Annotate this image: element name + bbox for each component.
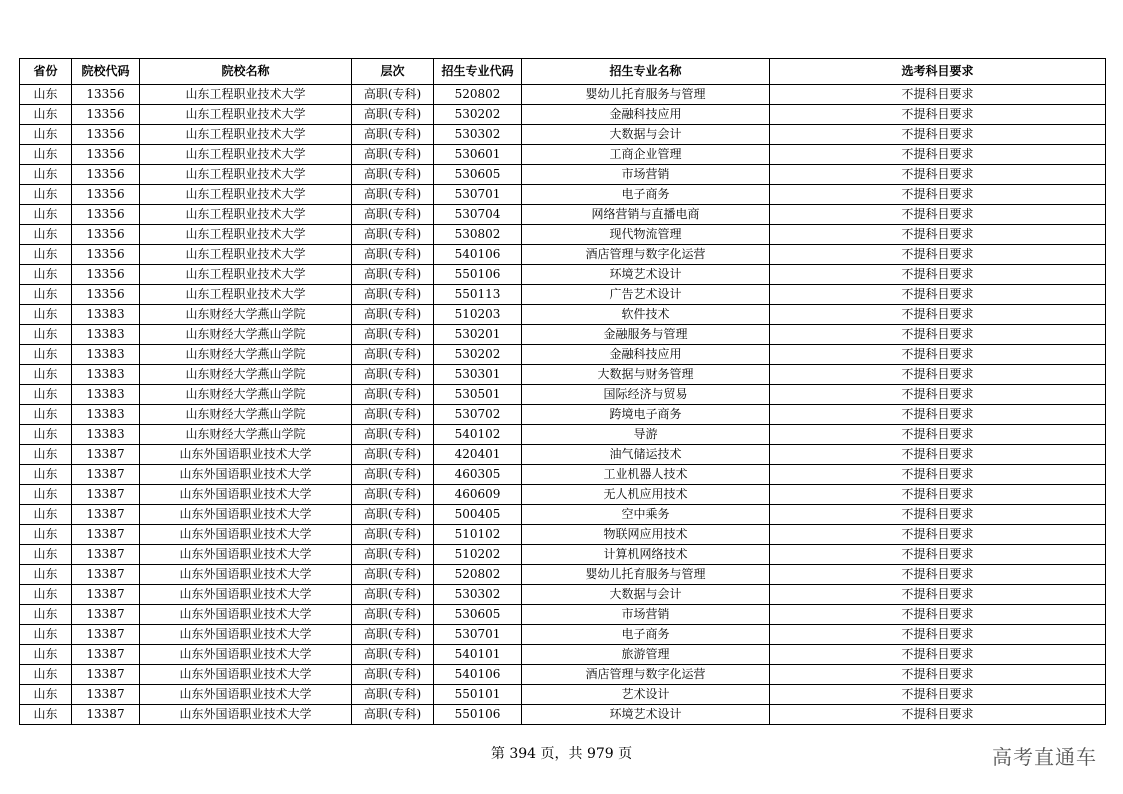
table-row — [20, 665, 1106, 685]
cell-school-code: 13356 — [72, 245, 140, 265]
cell-level: 高职(专科) — [352, 545, 434, 565]
cell-subject-requirement: 不提科目要求 — [770, 545, 1106, 565]
table-row — [20, 185, 1106, 205]
cell-school-code: 13356 — [72, 225, 140, 245]
cell-subject-requirement: 不提科目要求 — [770, 305, 1106, 325]
header-level: 层次 — [352, 59, 434, 85]
table-row — [20, 525, 1106, 545]
cell-province: 山东 — [20, 225, 72, 245]
cell-province: 山东 — [20, 465, 72, 485]
cell-major-code: 510102 — [434, 525, 522, 545]
cell-major-name: 空中乘务 — [522, 505, 770, 525]
cell-province: 山东 — [20, 565, 72, 585]
cell-school-code: 13356 — [72, 205, 140, 225]
cell-school-name: 山东外国语职业技术大学 — [140, 585, 352, 605]
cell-province: 山东 — [20, 345, 72, 365]
cell-school-code: 13387 — [72, 705, 140, 725]
cell-school-name: 山东外国语职业技术大学 — [140, 605, 352, 625]
cell-school-name: 山东外国语职业技术大学 — [140, 645, 352, 665]
table-row — [20, 465, 1106, 485]
cell-subject-requirement: 不提科目要求 — [770, 705, 1106, 725]
cell-subject-requirement: 不提科目要求 — [770, 105, 1106, 125]
cell-major-code: 500405 — [434, 505, 522, 525]
cell-major-name: 旅游管理 — [522, 645, 770, 665]
cell-province: 山东 — [20, 265, 72, 285]
table-row — [20, 545, 1106, 565]
cell-level: 高职(专科) — [352, 145, 434, 165]
table-row — [20, 85, 1106, 105]
cell-level: 高职(专科) — [352, 345, 434, 365]
cell-school-code: 13387 — [72, 485, 140, 505]
table-row — [20, 125, 1106, 145]
cell-major-name: 婴幼儿托育服务与管理 — [522, 565, 770, 585]
cell-province: 山东 — [20, 605, 72, 625]
cell-major-code: 550106 — [434, 265, 522, 285]
cell-province: 山东 — [20, 545, 72, 565]
cell-major-code: 530802 — [434, 225, 522, 245]
cell-school-name: 山东外国语职业技术大学 — [140, 565, 352, 585]
cell-subject-requirement: 不提科目要求 — [770, 245, 1106, 265]
cell-major-name: 网络营销与直播电商 — [522, 205, 770, 225]
cell-major-code: 530501 — [434, 385, 522, 405]
table-row — [20, 705, 1106, 725]
cell-school-name: 山东工程职业技术大学 — [140, 165, 352, 185]
cell-subject-requirement: 不提科目要求 — [770, 345, 1106, 365]
cell-major-code: 540106 — [434, 245, 522, 265]
cell-major-name: 工业机器人技术 — [522, 465, 770, 485]
header-major-name: 招生专业名称 — [522, 59, 770, 85]
header-school-code: 院校代码 — [72, 59, 140, 85]
cell-school-code: 13383 — [72, 325, 140, 345]
cell-subject-requirement: 不提科目要求 — [770, 665, 1106, 685]
cell-school-name: 山东工程职业技术大学 — [140, 105, 352, 125]
cell-subject-requirement: 不提科目要求 — [770, 125, 1106, 145]
cell-subject-requirement: 不提科目要求 — [770, 365, 1106, 385]
cell-major-code: 530202 — [434, 105, 522, 125]
cell-level: 高职(专科) — [352, 625, 434, 645]
cell-subject-requirement: 不提科目要求 — [770, 685, 1106, 705]
cell-level: 高职(专科) — [352, 225, 434, 245]
cell-major-name: 计算机网络技术 — [522, 545, 770, 565]
table-row — [20, 285, 1106, 305]
cell-subject-requirement: 不提科目要求 — [770, 485, 1106, 505]
cell-level: 高职(专科) — [352, 285, 434, 305]
cell-level: 高职(专科) — [352, 525, 434, 545]
cell-major-name: 市场营销 — [522, 605, 770, 625]
cell-level: 高职(专科) — [352, 385, 434, 405]
cell-subject-requirement: 不提科目要求 — [770, 325, 1106, 345]
cell-major-code: 550101 — [434, 685, 522, 705]
cell-school-name: 山东工程职业技术大学 — [140, 185, 352, 205]
cell-subject-requirement: 不提科目要求 — [770, 605, 1106, 625]
cell-school-name: 山东外国语职业技术大学 — [140, 705, 352, 725]
watermark-logo: 高考直通车 — [992, 745, 1097, 769]
cell-province: 山东 — [20, 685, 72, 705]
cell-school-name: 山东工程职业技术大学 — [140, 145, 352, 165]
cell-school-code: 13356 — [72, 85, 140, 105]
cell-major-code: 540101 — [434, 645, 522, 665]
cell-major-code: 530701 — [434, 625, 522, 645]
table-row — [20, 225, 1106, 245]
cell-level: 高职(专科) — [352, 505, 434, 525]
cell-major-code: 530702 — [434, 405, 522, 425]
cell-level: 高职(专科) — [352, 605, 434, 625]
cell-level: 高职(专科) — [352, 445, 434, 465]
cell-school-code: 13387 — [72, 665, 140, 685]
cell-major-name: 软件技术 — [522, 305, 770, 325]
cell-province: 山东 — [20, 625, 72, 645]
table-row — [20, 505, 1106, 525]
cell-major-name: 电子商务 — [522, 185, 770, 205]
cell-subject-requirement: 不提科目要求 — [770, 445, 1106, 465]
cell-school-code: 13356 — [72, 285, 140, 305]
cell-school-name: 山东外国语职业技术大学 — [140, 485, 352, 505]
cell-major-code: 460609 — [434, 485, 522, 505]
cell-school-name: 山东外国语职业技术大学 — [140, 465, 352, 485]
cell-level: 高职(专科) — [352, 305, 434, 325]
cell-level: 高职(专科) — [352, 165, 434, 185]
cell-major-code: 530302 — [434, 125, 522, 145]
cell-school-code: 13356 — [72, 185, 140, 205]
cell-subject-requirement: 不提科目要求 — [770, 505, 1106, 525]
cell-major-code: 530704 — [434, 205, 522, 225]
cell-subject-requirement: 不提科目要求 — [770, 565, 1106, 585]
cell-major-name: 金融服务与管理 — [522, 325, 770, 345]
cell-subject-requirement: 不提科目要求 — [770, 165, 1106, 185]
cell-major-code: 540106 — [434, 665, 522, 685]
cell-school-name: 山东财经大学燕山学院 — [140, 365, 352, 385]
table-row — [20, 345, 1106, 365]
cell-province: 山东 — [20, 425, 72, 445]
cell-major-code: 530605 — [434, 165, 522, 185]
table-row — [20, 485, 1106, 505]
cell-school-code: 13387 — [72, 565, 140, 585]
cell-major-code: 530202 — [434, 345, 522, 365]
cell-major-code: 530601 — [434, 145, 522, 165]
cell-major-code: 550113 — [434, 285, 522, 305]
table-row — [20, 645, 1106, 665]
cell-major-name: 工商企业管理 — [522, 145, 770, 165]
cell-level: 高职(专科) — [352, 105, 434, 125]
cell-school-name: 山东财经大学燕山学院 — [140, 325, 352, 345]
cell-school-name: 山东外国语职业技术大学 — [140, 505, 352, 525]
table-row — [20, 405, 1106, 425]
cell-subject-requirement: 不提科目要求 — [770, 185, 1106, 205]
table-row — [20, 445, 1106, 465]
cell-major-name: 市场营销 — [522, 165, 770, 185]
header-subject-requirement: 选考科目要求 — [770, 59, 1106, 85]
cell-school-code: 13356 — [72, 145, 140, 165]
cell-province: 山东 — [20, 525, 72, 545]
header-row — [20, 59, 1106, 85]
header-school-name: 院校名称 — [140, 59, 352, 85]
cell-school-name: 山东工程职业技术大学 — [140, 125, 352, 145]
cell-province: 山东 — [20, 445, 72, 465]
cell-school-name: 山东工程职业技术大学 — [140, 285, 352, 305]
table-row — [20, 565, 1106, 585]
table-row — [20, 605, 1106, 625]
cell-major-code: 550106 — [434, 705, 522, 725]
cell-school-name: 山东工程职业技术大学 — [140, 245, 352, 265]
cell-major-name: 艺术设计 — [522, 685, 770, 705]
cell-level: 高职(专科) — [352, 645, 434, 665]
cell-school-code: 13387 — [72, 585, 140, 605]
cell-major-name: 跨境电子商务 — [522, 405, 770, 425]
cell-level: 高职(专科) — [352, 585, 434, 605]
cell-school-code: 13356 — [72, 265, 140, 285]
cell-major-name: 油气储运技术 — [522, 445, 770, 465]
cell-level: 高职(专科) — [352, 245, 434, 265]
cell-school-name: 山东外国语职业技术大学 — [140, 665, 352, 685]
cell-province: 山东 — [20, 385, 72, 405]
cell-school-code: 13387 — [72, 445, 140, 465]
cell-school-code: 13387 — [72, 465, 140, 485]
cell-province: 山东 — [20, 145, 72, 165]
cell-subject-requirement: 不提科目要求 — [770, 585, 1106, 605]
cell-school-code: 13387 — [72, 685, 140, 705]
cell-province: 山东 — [20, 85, 72, 105]
cell-school-name: 山东外国语职业技术大学 — [140, 445, 352, 465]
cell-major-name: 金融科技应用 — [522, 105, 770, 125]
cell-subject-requirement: 不提科目要求 — [770, 385, 1106, 405]
cell-school-code: 13383 — [72, 385, 140, 405]
cell-province: 山东 — [20, 185, 72, 205]
table-row — [20, 325, 1106, 345]
cell-major-name: 环境艺术设计 — [522, 705, 770, 725]
cell-major-name: 大数据与财务管理 — [522, 365, 770, 385]
cell-school-code: 13356 — [72, 105, 140, 125]
cell-subject-requirement: 不提科目要求 — [770, 285, 1106, 305]
cell-major-name: 现代物流管理 — [522, 225, 770, 245]
cell-major-code: 520802 — [434, 565, 522, 585]
cell-level: 高职(专科) — [352, 365, 434, 385]
table-row — [20, 245, 1106, 265]
cell-major-name: 导游 — [522, 425, 770, 445]
cell-province: 山东 — [20, 205, 72, 225]
cell-province: 山东 — [20, 665, 72, 685]
cell-major-name: 物联网应用技术 — [522, 525, 770, 545]
cell-school-name: 山东财经大学燕山学院 — [140, 345, 352, 365]
cell-major-code: 530201 — [434, 325, 522, 345]
cell-province: 山东 — [20, 245, 72, 265]
cell-school-name: 山东外国语职业技术大学 — [140, 625, 352, 645]
cell-level: 高职(专科) — [352, 325, 434, 345]
cell-province: 山东 — [20, 365, 72, 385]
cell-school-name: 山东外国语职业技术大学 — [140, 545, 352, 565]
cell-school-name: 山东财经大学燕山学院 — [140, 405, 352, 425]
cell-subject-requirement: 不提科目要求 — [770, 465, 1106, 485]
cell-province: 山东 — [20, 165, 72, 185]
cell-major-name: 婴幼儿托育服务与管理 — [522, 85, 770, 105]
cell-school-code: 13356 — [72, 125, 140, 145]
cell-major-name: 广告艺术设计 — [522, 285, 770, 305]
cell-level: 高职(专科) — [352, 85, 434, 105]
cell-major-code: 530701 — [434, 185, 522, 205]
cell-major-code: 510202 — [434, 545, 522, 565]
cell-subject-requirement: 不提科目要求 — [770, 425, 1106, 445]
cell-major-code: 520802 — [434, 85, 522, 105]
cell-school-name: 山东工程职业技术大学 — [140, 85, 352, 105]
cell-subject-requirement: 不提科目要求 — [770, 145, 1106, 165]
cell-province: 山东 — [20, 485, 72, 505]
cell-school-code: 13387 — [72, 545, 140, 565]
cell-school-name: 山东财经大学燕山学院 — [140, 425, 352, 445]
table-row — [20, 685, 1106, 705]
cell-province: 山东 — [20, 285, 72, 305]
table-row — [20, 585, 1106, 605]
table-row — [20, 385, 1106, 405]
cell-major-name: 电子商务 — [522, 625, 770, 645]
cell-school-name: 山东工程职业技术大学 — [140, 265, 352, 285]
table-row — [20, 105, 1106, 125]
cell-school-name: 山东工程职业技术大学 — [140, 205, 352, 225]
cell-province: 山东 — [20, 125, 72, 145]
cell-subject-requirement: 不提科目要求 — [770, 625, 1106, 645]
cell-province: 山东 — [20, 105, 72, 125]
cell-major-name: 国际经济与贸易 — [522, 385, 770, 405]
cell-major-name: 环境艺术设计 — [522, 265, 770, 285]
cell-school-code: 13387 — [72, 645, 140, 665]
cell-level: 高职(专科) — [352, 125, 434, 145]
cell-school-code: 13383 — [72, 425, 140, 445]
cell-level: 高职(专科) — [352, 265, 434, 285]
cell-level: 高职(专科) — [352, 185, 434, 205]
cell-province: 山东 — [20, 705, 72, 725]
cell-school-code: 13387 — [72, 505, 140, 525]
cell-level: 高职(专科) — [352, 205, 434, 225]
cell-school-name: 山东财经大学燕山学院 — [140, 385, 352, 405]
table-row — [20, 205, 1106, 225]
cell-subject-requirement: 不提科目要求 — [770, 405, 1106, 425]
cell-major-code: 530605 — [434, 605, 522, 625]
page-number: 第 394 页，共 979 页 — [490, 746, 633, 762]
cell-major-code: 420401 — [434, 445, 522, 465]
cell-level: 高职(专科) — [352, 685, 434, 705]
cell-subject-requirement: 不提科目要求 — [770, 225, 1106, 245]
cell-level: 高职(专科) — [352, 465, 434, 485]
table-body — [20, 85, 1106, 725]
cell-school-code: 13383 — [72, 345, 140, 365]
cell-province: 山东 — [20, 505, 72, 525]
cell-level: 高职(专科) — [352, 425, 434, 445]
table-header — [20, 59, 1106, 85]
cell-major-name: 金融科技应用 — [522, 345, 770, 365]
table-row — [20, 265, 1106, 285]
table-row — [20, 625, 1106, 645]
cell-major-name: 大数据与会计 — [522, 585, 770, 605]
cell-province: 山东 — [20, 585, 72, 605]
table-row — [20, 145, 1106, 165]
cell-school-code: 13387 — [72, 605, 140, 625]
cell-school-code: 13383 — [72, 365, 140, 385]
cell-major-name: 酒店管理与数字化运营 — [522, 665, 770, 685]
cell-subject-requirement: 不提科目要求 — [770, 525, 1106, 545]
header-province: 省份 — [20, 59, 72, 85]
cell-province: 山东 — [20, 325, 72, 345]
cell-level: 高职(专科) — [352, 665, 434, 685]
cell-school-name: 山东工程职业技术大学 — [140, 225, 352, 245]
cell-school-code: 13356 — [72, 165, 140, 185]
cell-school-name: 山东外国语职业技术大学 — [140, 685, 352, 705]
cell-province: 山东 — [20, 405, 72, 425]
table-row — [20, 365, 1106, 385]
cell-major-name: 无人机应用技术 — [522, 485, 770, 505]
cell-level: 高职(专科) — [352, 705, 434, 725]
cell-major-name: 大数据与会计 — [522, 125, 770, 145]
cell-level: 高职(专科) — [352, 405, 434, 425]
cell-province: 山东 — [20, 645, 72, 665]
cell-school-name: 山东财经大学燕山学院 — [140, 305, 352, 325]
admissions-table — [19, 58, 1106, 725]
cell-major-code: 510203 — [434, 305, 522, 325]
cell-major-code: 540102 — [434, 425, 522, 445]
cell-level: 高职(专科) — [352, 485, 434, 505]
table-row — [20, 305, 1106, 325]
cell-subject-requirement: 不提科目要求 — [770, 85, 1106, 105]
cell-subject-requirement: 不提科目要求 — [770, 265, 1106, 285]
cell-major-name: 酒店管理与数字化运营 — [522, 245, 770, 265]
cell-subject-requirement: 不提科目要求 — [770, 205, 1106, 225]
cell-school-code: 13383 — [72, 405, 140, 425]
cell-province: 山东 — [20, 305, 72, 325]
cell-school-code: 13387 — [72, 625, 140, 645]
table-row — [20, 165, 1106, 185]
cell-major-code: 530301 — [434, 365, 522, 385]
cell-subject-requirement: 不提科目要求 — [770, 645, 1106, 665]
header-major-code: 招生专业代码 — [434, 59, 522, 85]
cell-major-code: 460305 — [434, 465, 522, 485]
table-row — [20, 425, 1106, 445]
cell-school-code: 13387 — [72, 525, 140, 545]
cell-school-name: 山东外国语职业技术大学 — [140, 525, 352, 545]
cell-school-code: 13383 — [72, 305, 140, 325]
cell-level: 高职(专科) — [352, 565, 434, 585]
cell-major-code: 530302 — [434, 585, 522, 605]
